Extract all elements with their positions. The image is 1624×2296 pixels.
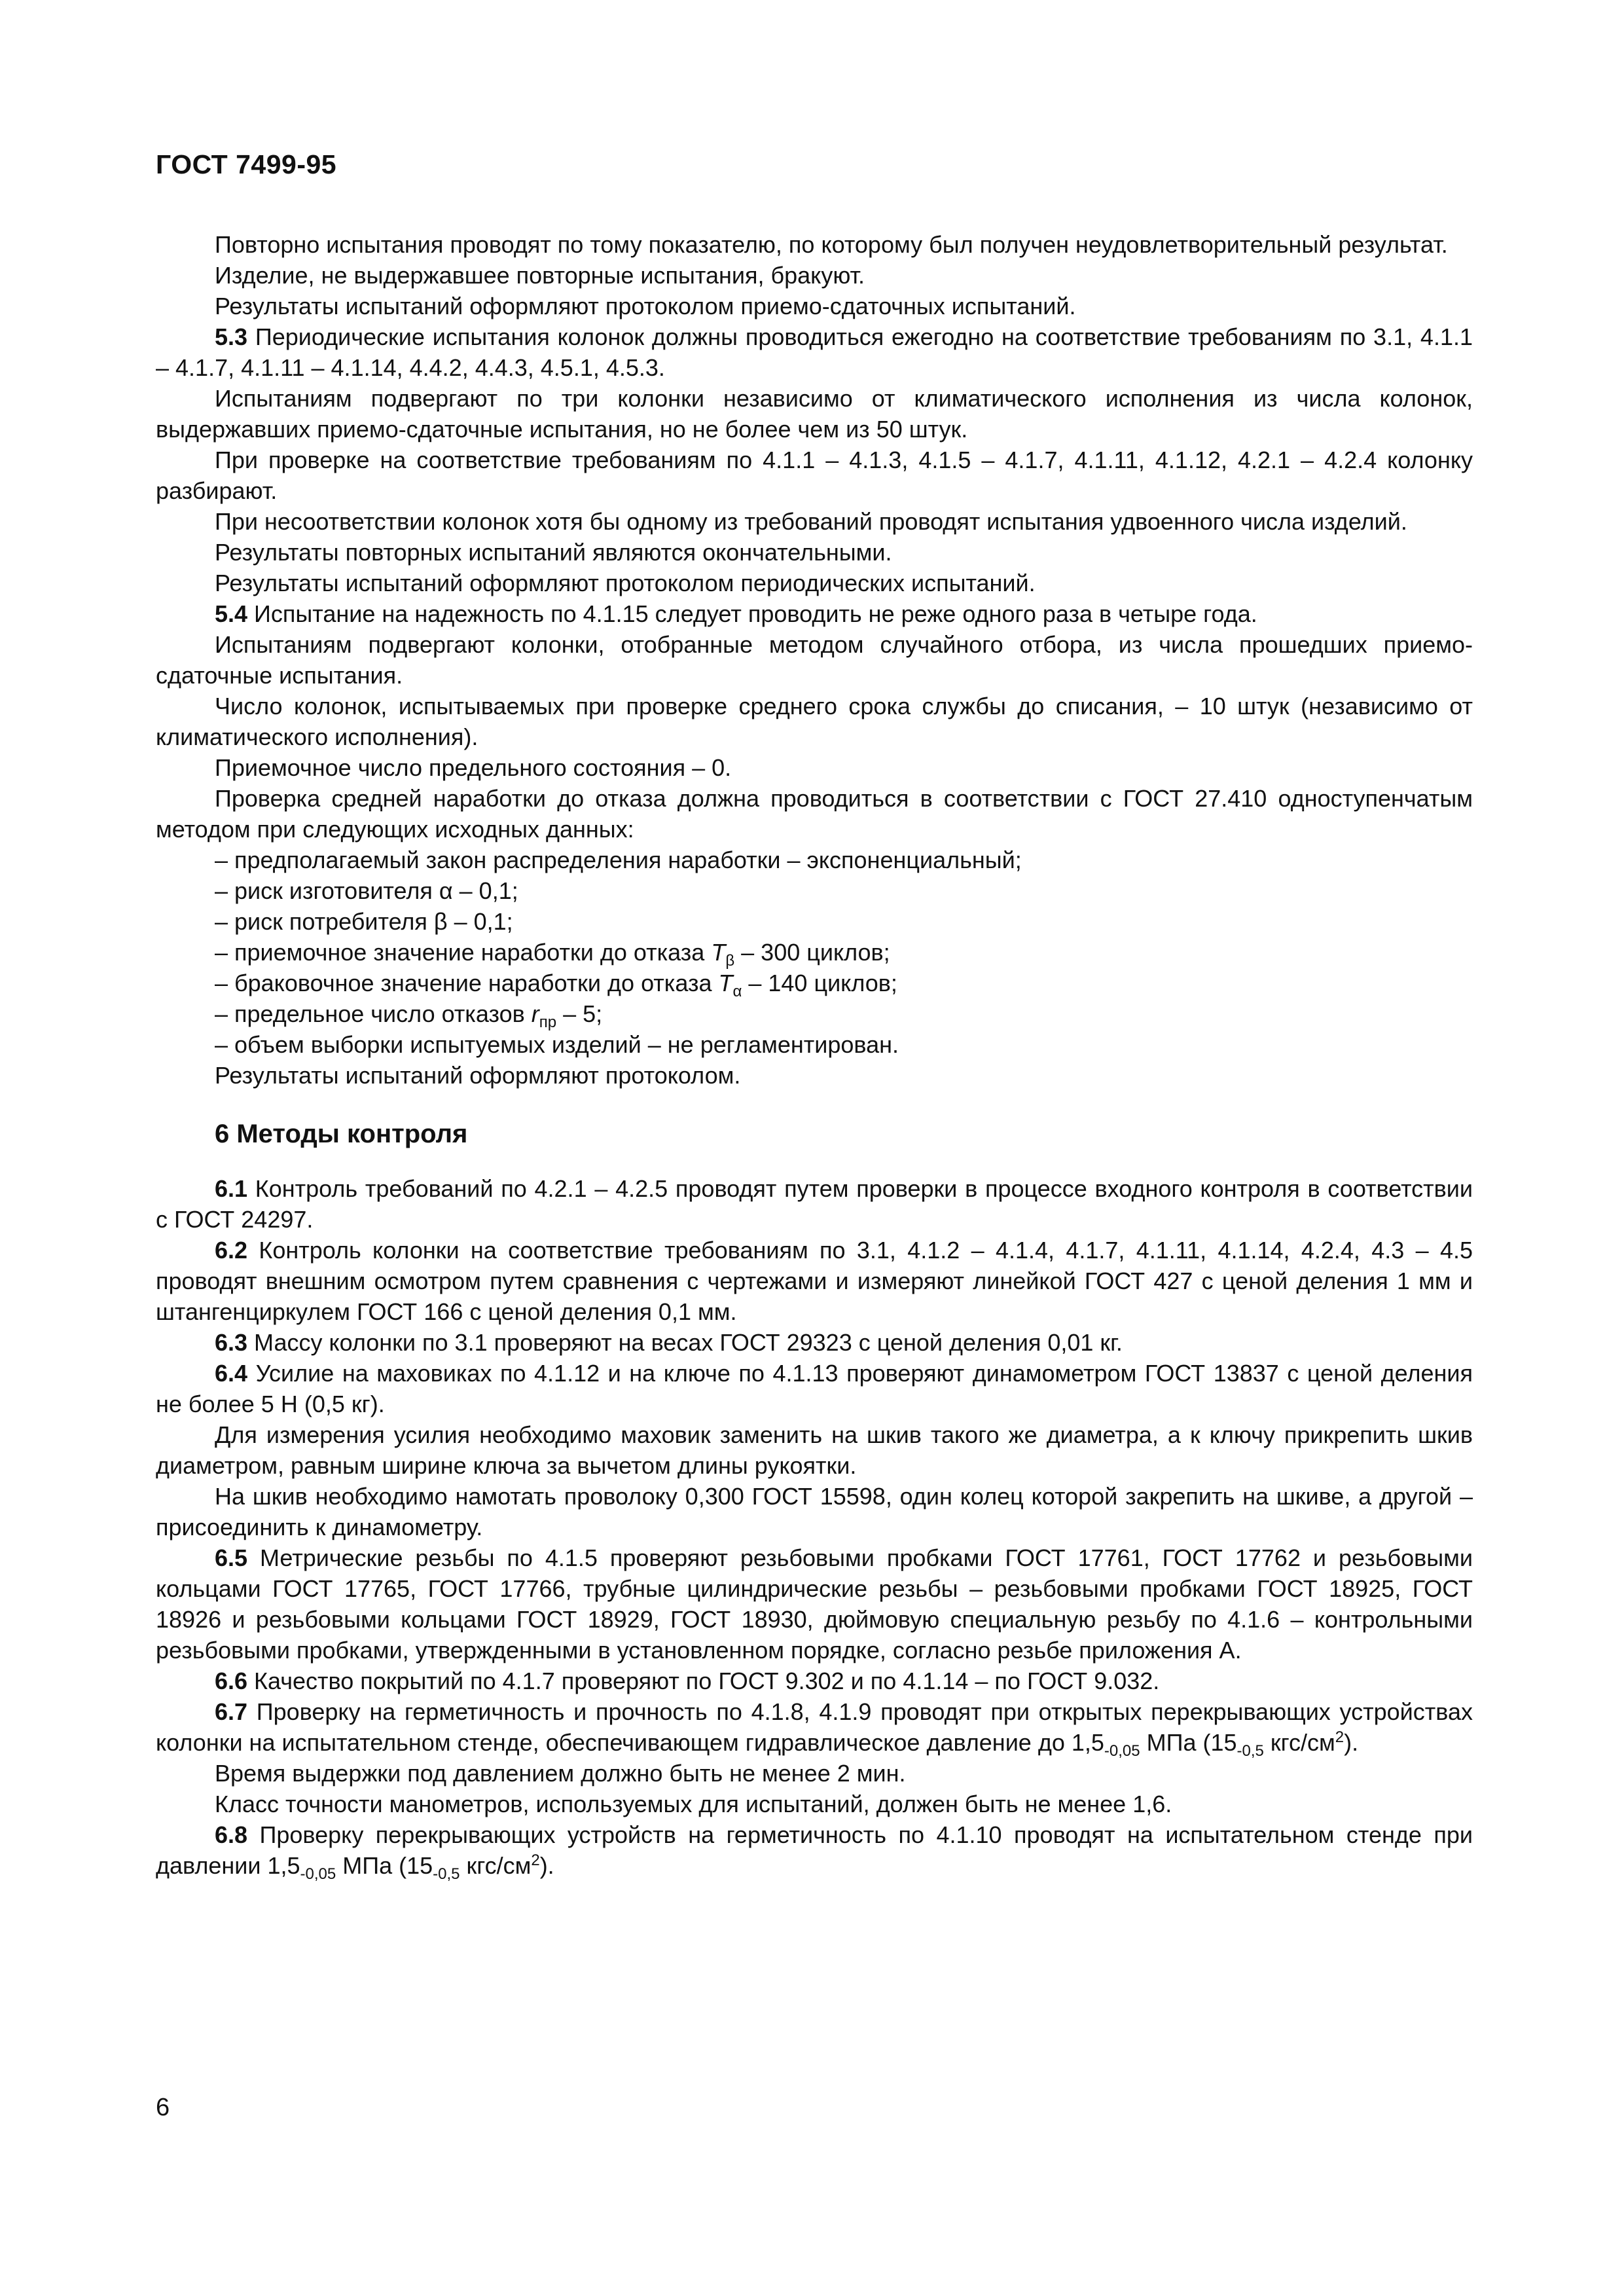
paragraph: Испытаниям подвергают колонки, отобранные методом случайного отбора, из числа прошедших приемо-сдаточные испытания. [156, 631, 1473, 689]
list-item-text: – 5; [556, 1000, 603, 1027]
tolerance-subscript: -0,5 [1236, 1742, 1264, 1760]
paragraph: Результаты испытаний оформляют протоколом. [215, 1062, 741, 1089]
clause-6-7 [156, 1696, 1473, 1758]
clause-number: 5.3 [215, 323, 248, 350]
variable-subscript: пр [539, 1013, 557, 1032]
paragraph: Для измерения усилия необходимо маховик заменить на шкив такого же диаметра, а к ключу прикрепить шкив диаметром, равным ширине ключа за вычетом длины рукоятки. [156, 1421, 1473, 1479]
list-item-text: – 300 циклов; [734, 939, 890, 966]
clause-text: Проверку перекрывающих устройств на герметичность по 4.1.10 проводят на испытательном стенде при давлении 1,5 [156, 1821, 1473, 1879]
clause-text: МПа (15 [1140, 1729, 1237, 1756]
paragraph: Результаты повторных испытаний являются окончательными. [215, 539, 892, 566]
clause-text: Испытание на надежность по 4.1.15 следует проводить не реже одного раза в четыре года. [247, 600, 1257, 627]
list-item: – объем выборки испытуемых изделий – не регламентирован. [215, 1031, 899, 1058]
paragraph: Повторно испытания проводят по тому показателю, по которому был получен неудовлетворительный результат. [215, 231, 1448, 258]
clause-text: Проверку на герметичность и прочность по 4.1.8, 4.1.9 проводят при открытых перекрывающих устройствах колонки на испытательном стенде, обеспечивающем гидравлическое давление до 1,5 [156, 1698, 1473, 1756]
list-item [156, 937, 1473, 968]
variable-symbol: r [531, 1000, 539, 1027]
unit-superscript: 2 [531, 1851, 540, 1869]
page-number: 6 [156, 2094, 170, 2121]
clause-text: кгс/см [1263, 1729, 1335, 1756]
variable-symbol: T [718, 970, 733, 996]
variable-subscript: β [725, 952, 735, 970]
list-item: – риск потребителя β – 0,1; [215, 908, 513, 935]
unit-superscript: 2 [1335, 1728, 1344, 1746]
list-item: – риск изготовителя α – 0,1; [215, 877, 518, 904]
clause-text: кгс/см [460, 1852, 532, 1879]
clause-number: 5.4 [215, 600, 248, 627]
variable-subscript: α [732, 983, 742, 1001]
clause-text: Массу колонки по 3.1 проверяют на весах ГОСТ 29323 с ценой деления 0,01 кг. [247, 1329, 1123, 1356]
clause-6-6 [156, 1666, 1473, 1696]
clause-text: Усилие на маховиках по 4.1.12 и на ключе по 4.1.13 проверяют динамометром ГОСТ 13837 с ценой деления не более 5 Н (0,5 кг). [156, 1360, 1473, 1417]
clause-text: Периодические испытания колонок должны проводиться ежегодно на соответствие требованиям по 3.1, 4.1.1 – 4.1.7, 4.1.11 – 4.1.14, 4.4.2, 4.4.3, 4.5.1, 4.5.3. [156, 323, 1473, 381]
paragraph: Изделие, не выдержавшее повторные испытания, бракуют. [215, 262, 865, 289]
paragraph: Время выдержки под давлением должно быть не менее 2 мин. [215, 1760, 906, 1787]
clause-number: 6.3 [215, 1329, 248, 1356]
list-item: – предполагаемый закон распределения наработки – экспоненциальный; [215, 847, 1022, 873]
clause-number: 6.7 [215, 1698, 248, 1725]
paragraph: Приемочное число предельного состояния – 0. [215, 754, 732, 781]
clause-5-3 [156, 321, 1473, 383]
list-item-text: – предельное число отказов [215, 1000, 532, 1027]
paragraph: При несоответствии колонок хотя бы одному из требований проводят испытания удвоенного числа изделий. [215, 508, 1407, 535]
clause-text: Метрические резьбы по 4.1.5 проверяют резьбовыми пробками ГОСТ 17761, ГОСТ 17762 и резьбовыми кольцами ГОСТ 17765, ГОСТ 17766, трубные цилиндрические резьбы – резьбовыми пробками ГОСТ 18925, ГОСТ 18926 и резьбовыми кольцами ГОСТ 18929, ГОСТ 18930, дюймовую специальную резьбу по 4.1.6 – контрольными резьбовыми пробками, утвержденными в установленном порядке, согласно резьбе приложения А. [156, 1544, 1473, 1664]
paragraph: Результаты испытаний оформляют протоколом периодических испытаний. [215, 570, 1036, 596]
clause-6-1 [156, 1173, 1473, 1235]
clause-number: 6.1 [215, 1175, 248, 1202]
clause-6-2 [156, 1235, 1473, 1327]
clause-number: 6.8 [215, 1821, 248, 1848]
paragraph: Испытаниям подвергают по три колонки независимо от климатического исполнения из числа колонок, выдержавших приемо-сдаточные испытания, но не более чем из 50 штук. [156, 385, 1473, 443]
paragraph: Класс точности манометров, используемых для испытаний, должен быть не менее 1,6. [215, 1791, 1172, 1817]
document-header: ГОСТ 7499-95 [156, 149, 337, 179]
clause-6-4 [156, 1358, 1473, 1419]
clause-number: 6.2 [215, 1237, 248, 1264]
list-item [156, 968, 1473, 1001]
document-body [156, 229, 1473, 1884]
list-item-text: – приемочное значение наработки до отказа [215, 939, 712, 966]
clause-number: 6.6 [215, 1667, 248, 1694]
variable-symbol: T [711, 939, 726, 966]
clause-text: Качество покрытий по 4.1.7 проверяют по ГОСТ 9.302 и по 4.1.14 – по ГОСТ 9.032. [247, 1667, 1160, 1694]
paragraph: Число колонок, испытываемых при проверке среднего срока службы до списания, – 10 штук (независимо от климатического исполнения). [156, 693, 1473, 750]
clause-text: Контроль колонки на соответствие требованиям по 3.1, 4.1.2 – 4.1.4, 4.1.7, 4.1.11, 4.1.14, 4.2.4, 4.3 – 4.5 проводят внешним осмотром путем сравнения с чертежами и измеряют линейкой ГОСТ 427 с ценой деления 1 мм и штангенциркулем ГОСТ 166 с ценой деления 0,1 мм. [156, 1237, 1473, 1325]
clause-text: Контроль требований по 4.2.1 – 4.2.5 проводят путем проверки в процессе входного контроля в соответствии с ГОСТ 24297. [156, 1175, 1473, 1233]
list-item-text: – браковочное значение наработки до отказа [215, 970, 719, 996]
list-item-text: – 140 циклов; [742, 970, 897, 996]
tolerance-subscript: -0,05 [1104, 1742, 1140, 1760]
clause-6-8 [156, 1819, 1473, 1884]
paragraph: Проверка средней наработки до отказа должна проводиться в соответствии с ГОСТ 27.410 одноступенчатым методом при следующих исходных данных: [156, 785, 1473, 843]
clause-5-4 [156, 598, 1473, 629]
clause-6-5 [156, 1542, 1473, 1666]
paragraph: При проверке на соответствие требованиям по 4.1.1 – 4.1.3, 4.1.5 – 4.1.7, 4.1.11, 4.1.12, 4.2.1 – 4.2.4 колонку разбирают. [156, 446, 1473, 504]
clause-number: 6.4 [215, 1360, 248, 1387]
clause-number: 6.5 [215, 1544, 248, 1571]
clause-text: МПа (15 [336, 1852, 433, 1879]
clause-6-3 [156, 1327, 1473, 1358]
section-heading: 6 Методы контроля [215, 1120, 468, 1148]
list-item [156, 998, 1473, 1032]
clause-text: ). [1344, 1729, 1359, 1756]
paragraph: На шкив необходимо намотать проволоку 0,300 ГОСТ 15598, один колец которой закрепить на шкиве, а другой – присоединить к динамометру. [156, 1483, 1473, 1540]
tolerance-subscript: -0,5 [433, 1865, 460, 1884]
paragraph: Результаты испытаний оформляют протоколом приемо-сдаточных испытаний. [215, 293, 1076, 319]
tolerance-subscript: -0,05 [300, 1865, 336, 1884]
clause-text: ). [539, 1852, 554, 1879]
